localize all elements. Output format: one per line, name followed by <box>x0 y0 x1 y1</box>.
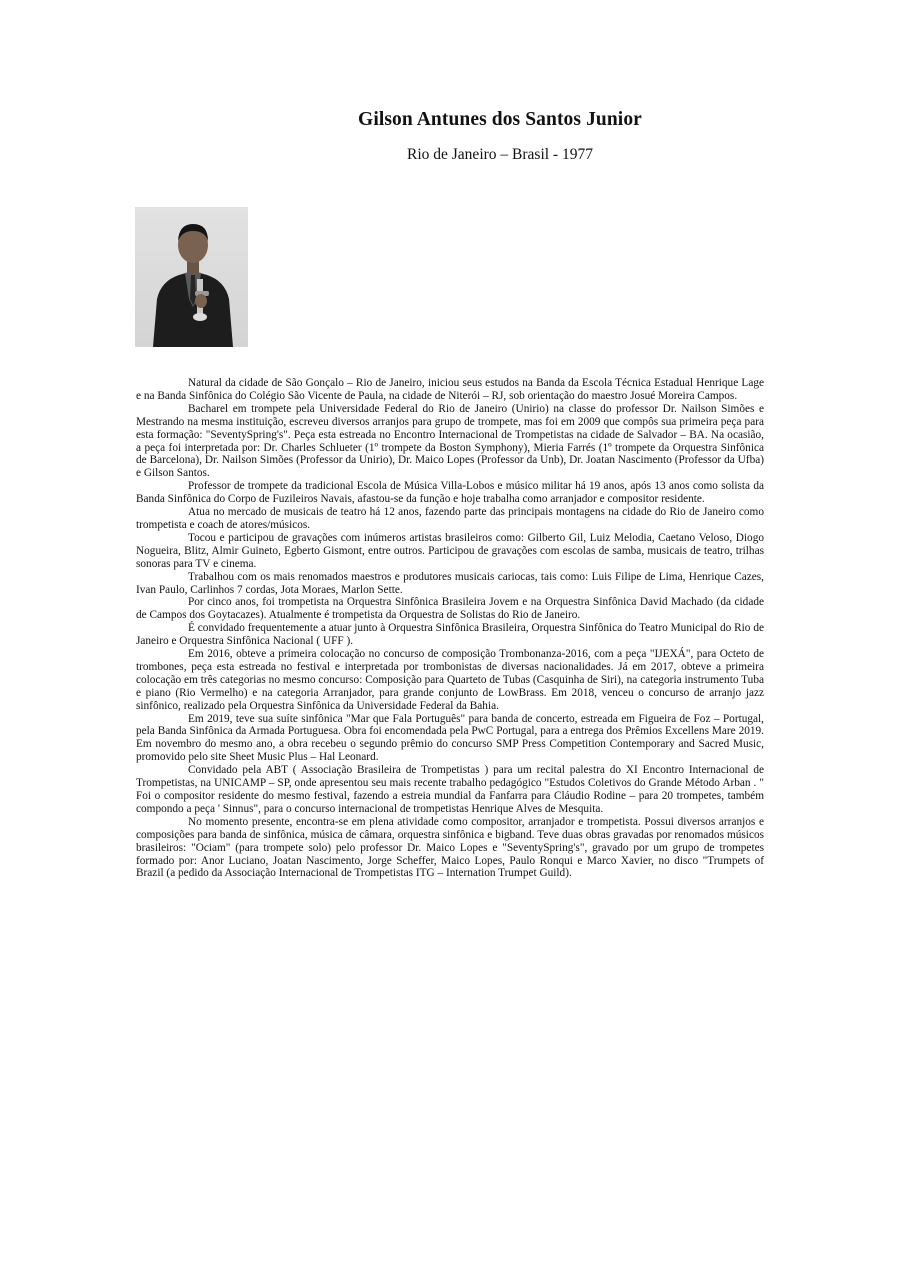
bio-paragraph: Bacharel em trompete pela Universidade Federal do Rio de Janeiro (Unirio) na classe do professor Dr. Nailson Simões e Mestrando na mesma instituição, escreveu diversos arranjos para grupo de trompete, mas foi em 2009 que compôs sua primeira peça para esta formação: "SeventySpring's". Peça esta estreada no Encontro Internacional de Trompetistas na cidade de Salvador – BA. Na ocasião, a peça foi interpretada por: Dr. Charles Schlueter (1º trompete da Boston Symphony), Mieria Farrés (1º trompete da Orquestra Sinfônica de Barcelona), Dr. Nailson Simões (Professor da Unirio), Dr. Maico Lopes (Professor da Unb), Dr. Joatan Nascimento (Professor da Ufba) e Gilson Santos. <box>136 402 764 480</box>
bio-paragraph: No momento presente, encontra-se em plena atividade como compositor, arranjador e trompetista. Possui diversos arranjos e composições para banda de sinfônica, música de câmara, orquestra sinfônica e bigband. Teve duas obras gravadas por renomados músicos brasileiros: "Ociam" (para trompete solo) pelo professor Dr. Maico Lopes e "SeventySpring's", gravado por um grupo de trompetes formado por: Anor Luciano, Joatan Nascimento, Jorge Scheffer, Maico Lopes, Paulo Ronqui e Marco Xavier, no disco "Trumpets of Brazil (a pedido da Associação Internacional de Trompetistas ITG – Internation Trumpet Guild). <box>136 815 764 880</box>
biography-text <box>136 377 764 880</box>
bio-paragraph: Atua no mercado de musicais de teatro há 12 anos, fazendo parte das principais montagens na cidade do Rio de Janeiro como trompetista e coach de atores/músicos. <box>136 506 764 531</box>
bio-paragraph: Em 2016, obteve a primeira colocação no concurso de composição Trombonanza-2016, com a peça "IJEXÁ", para Octeto de trombones, peça esta estreada no festival e interpretada por trombonistas de diversas nacionalidades. Já em 2017, obteve a primeira colocação em três categorias no mesmo concurso: Composição para Quarteto de Tubas (Casquinha de Siri), na categoria instrumento Tuba e piano (Rio Vermelho) e na categoria Arranjador, para grande conjunto de LowBrass. Em 2018, venceu o concurso de arranjo jazz sinfônico, realizado pela Orquestra Sinfônica da Universidade Federal da Bahia. <box>136 648 764 712</box>
bio-paragraph: Convidado pela ABT ( Associação Brasileira de Trompetistas ) para um recital palestra do XI Encontro Internacional de Trompetistas, na UNICAMP – SP, onde apresentou seu mais recente trabalho pedagógico "Estudos Coletivos do Grande Método Arban . " Foi o compositor residente do mesmo festival, fazendo a estreia mundial da Fanfarra para Cláudio Rodine – para 20 trompetes, também compondo a peça ' Sinnus", para o concurso internacional de trompetistas Henrique Alves de Mesquita. <box>136 764 764 815</box>
bio-paragraph: Trabalhou com os mais renomados maestros e produtores musicais cariocas, tais como: Luis Filipe de Lima, Henrique Cazes, Ivan Paulo, Carlinhos 7 cordas, Jota Moraes, Marlon Sette. <box>136 570 764 596</box>
bio-paragraph: É convidado frequentemente a atuar junto à Orquestra Sinfônica Brasileira, Orquestra Sinfônica do Teatro Municipal do Rio de Janeiro e Orquestra Sinfônica Nacional ( UFF ). <box>136 622 764 648</box>
document-subtitle: Rio de Janeiro – Brasil - 1977 <box>407 146 593 163</box>
bio-paragraph: Professor de trompete da tradicional Escola de Música Villa-Lobos e músico militar há 19 anos, após 13 anos como solista da Banda Sinfônica do Corpo de Fuzileiros Navais, afastou-se da função e hoje trabalha como arranjador e compositor residente. <box>136 480 764 506</box>
bio-paragraph: Em 2019, teve sua suíte sinfônica "Mar que Fala Português" para banda de concerto, estreada em Figueira de Foz – Portugal, pela Banda Sinfônica da Armada Portuguesa. Obra foi encomendada pela PwC Portugal, para a entrega dos Prêmios Excellens Mare 2019. Em novembro do mesmo ano, a obra recebeu o segundo prêmio do concurso SMP Press Competition Contemporary and Sacred Music, promovido pelo site Sheet Music Plus – Hal Leonard. <box>136 712 764 764</box>
bio-paragraph: Natural da cidade de São Gonçalo – Rio de Janeiro, iniciou seus estudos na Banda da Escola Técnica Estadual Henrique Lage e na Banda Sinfônica do Colégio São Vicente de Paula, na cidade de Niterói – RJ, sob orientação do maestro Josué Moreira Campos. <box>136 377 764 402</box>
portrait-photo <box>135 207 248 347</box>
bio-paragraph: Por cinco anos, foi trompetista na Orquestra Sinfônica Brasileira Jovem e na Orquestra Sinfônica David Machado (da cidade de Campos dos Goytacazes). Atualmente é trompetista da Orquestra de Solistas do Rio de Janeiro. <box>136 596 764 622</box>
bio-paragraph: Tocou e participou de gravações com inúmeros artistas brasileiros como: Gilberto Gil, Luiz Melodia, Caetano Veloso, Diogo Nogueira, Blitz, Almir Guineto, Egberto Gismont, entre outros. Participou de gravações com escolas de samba, musicais de teatro, trilhas sonoras para TV e cinema. <box>136 531 764 570</box>
document-title: Gilson Antunes dos Santos Junior <box>358 109 642 130</box>
